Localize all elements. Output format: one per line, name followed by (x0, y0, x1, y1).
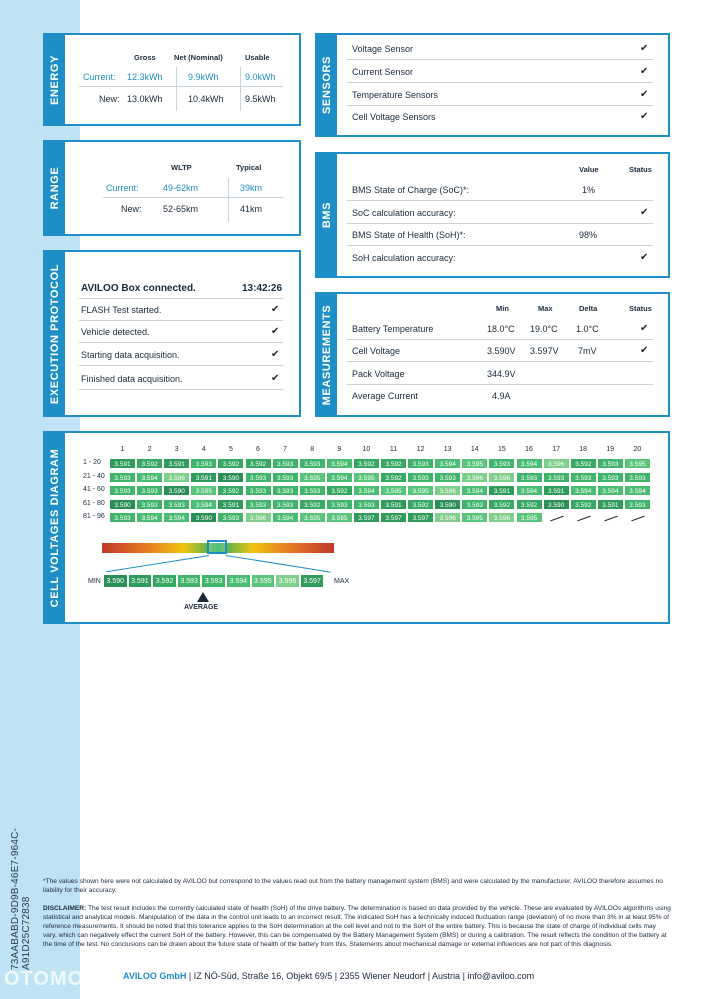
bms-soc-accuracy-label: SoC calculation accuracy: (352, 208, 456, 218)
column-number: 7 (283, 446, 288, 453)
cell-voltage: 3.593 (109, 485, 136, 496)
range-header-wltp: WLTP (171, 163, 192, 172)
bms-soh-value: 98% (579, 230, 598, 240)
column-number: 13 (443, 446, 452, 453)
cell-voltage: 3.594 (326, 472, 353, 483)
scale-value: 3.597 (300, 574, 325, 588)
column-number: 14 (470, 446, 479, 453)
check-icon: ✔ (640, 111, 649, 122)
column-number: 4 (201, 446, 206, 453)
cell-voltage: 3.596 (461, 472, 488, 483)
gradient-selection-marker (207, 540, 227, 554)
cell-voltage: 3.593 (543, 472, 570, 483)
cell-voltage: 3.593 (461, 499, 488, 510)
bms-panel (315, 152, 670, 278)
bms-tab: BMS (317, 154, 337, 276)
cell-voltage: 3.593 (109, 472, 136, 483)
column-number: 17 (552, 446, 560, 453)
cell-voltage: 3.597 (353, 512, 380, 523)
scale-value: 3.591 (128, 574, 153, 588)
check-icon: ✔ (271, 349, 280, 360)
document-id: 73AABABD-9D9B-46E7-964C-A91D25C72838 (10, 827, 32, 970)
scale-value: 3.590 (103, 574, 128, 588)
meas-cell-voltage-delta: 7mV (578, 346, 597, 356)
cell-voltage: 3.593 (190, 458, 217, 469)
cell-voltage: 3.593 (516, 472, 543, 483)
footer-city: 2355 Wiener Neudorf (339, 971, 426, 981)
cell-voltage: 3.591 (380, 499, 407, 510)
cell-voltage: 3.594 (136, 512, 163, 523)
cell-voltages-tab: CELL VOLTAGES DIAGRAM (45, 433, 65, 622)
range-new-label: New: (121, 204, 142, 214)
range-new-typical: 41km (240, 204, 263, 214)
column-number: 18 (579, 446, 588, 453)
cell-voltage: 3.591 (597, 499, 624, 510)
cell-voltage: 3.591 (217, 499, 244, 510)
footer-company: AVILOO GmbH (123, 971, 187, 981)
cell-voltage: 3.595 (299, 512, 326, 523)
meas-battery-temp-label: Battery Temperature (352, 324, 434, 334)
range-new-wltp: 52-65km (163, 204, 199, 214)
column-number: 11 (389, 446, 398, 453)
execution-time: 13:42:26 (242, 283, 283, 294)
sensor-voltage: Voltage Sensor (352, 44, 414, 54)
range-tab: RANGE (45, 142, 65, 234)
cell-voltage: 3.593 (272, 499, 299, 510)
cell-voltage: 3.594 (190, 499, 217, 510)
scale-value: 3.593 (201, 574, 226, 588)
cell-voltage: 3.593 (353, 499, 380, 510)
column-number: 2 (147, 446, 152, 453)
cell-voltage: 3.593 (245, 499, 272, 510)
cell-voltage: 3.594 (570, 485, 597, 496)
meas-header-status: Status (629, 304, 652, 313)
cell-voltage: 3.595 (461, 458, 488, 469)
cell-voltage: 3.595 (407, 485, 434, 496)
check-icon: ✔ (640, 43, 649, 54)
column-number: 20 (633, 446, 642, 453)
cell-voltage: 3.596 (245, 512, 272, 523)
row-label: 81 - 96 (83, 513, 105, 520)
execution-tab: EXECUTION PROTOCOL (45, 252, 65, 415)
column-number: 8 (310, 446, 315, 453)
meas-battery-temp-max: 19.0°C (530, 324, 558, 334)
column-number: 6 (256, 446, 260, 453)
cell-voltage: 3.593 (488, 458, 515, 469)
sensors-panel (315, 33, 670, 137)
meas-header-min: Min (496, 304, 509, 313)
cell-voltage: 3.594 (163, 512, 190, 523)
cell-voltage: 3.594 (326, 458, 353, 469)
cell-voltage: 3.592 (516, 499, 543, 510)
bms-header-value: Value (579, 165, 599, 174)
cell-voltage: 3.594 (516, 485, 543, 496)
cell-voltage: 3.592 (380, 458, 407, 469)
cell-voltage: 3.590 (190, 512, 217, 523)
cell-voltage: 3.593 (245, 485, 272, 496)
check-icon: ✔ (640, 252, 649, 263)
meas-header-max: Max (538, 304, 553, 313)
row-label: 41 - 60 (83, 486, 105, 493)
footer-disclaimer (43, 904, 671, 949)
execution-step-2: Vehicle detected. (81, 327, 150, 337)
cell-voltage: 3.592 (136, 458, 163, 469)
cell-voltage: 3.593 (624, 499, 651, 510)
cell-voltage: 3.595 (353, 472, 380, 483)
meas-header-delta: Delta (579, 304, 598, 313)
cell-voltage: 3.596 (488, 512, 515, 523)
cell-voltage: 3.593 (597, 458, 624, 469)
energy-panel (43, 33, 301, 126)
range-current-wltp: 49-62km (163, 183, 199, 193)
cell-voltage: 3.593 (624, 472, 651, 483)
meas-battery-temp-min: 18.0°C (487, 324, 515, 334)
check-icon: ✔ (640, 207, 649, 218)
energy-header-net: Net (Nominal) (174, 53, 223, 62)
cell-voltage: 3.593 (136, 485, 163, 496)
cell-voltage: 3.595 (326, 512, 353, 523)
column-number: 5 (228, 446, 233, 453)
cell-voltage: 3.591 (543, 485, 570, 496)
row-label: 21 - 40 (83, 472, 105, 480)
average-label: AVERAGE (184, 604, 219, 611)
cell-voltage: 3.593 (597, 472, 624, 483)
check-icon: ✔ (271, 326, 280, 337)
meas-cell-voltage-label: Cell Voltage (352, 346, 401, 356)
cell-voltage: 3.591 (190, 472, 217, 483)
cell-voltage: 3.596 (434, 512, 461, 523)
execution-step-4: Finished data acquisition. (81, 374, 183, 384)
energy-header-gross: Gross (134, 53, 156, 62)
cell-voltage: 3.592 (407, 499, 434, 510)
cell-voltage: 3.591 (109, 458, 136, 469)
bms-soc-label: BMS State of Charge (SoC)*: (352, 185, 470, 195)
energy-new-gross: 13.0kWh (127, 94, 163, 104)
cell-voltage: 3.595 (380, 485, 407, 496)
energy-current-gross: 12.3kWh (127, 72, 163, 82)
column-number: 1 (120, 446, 125, 453)
footer-contact: AVILOO GmbH | IZ NÖ-Süd, Straße 16, Objekt 69/5 | 2355 Wiener Neudorf | Austria | info@aviloo.com (123, 971, 535, 981)
cell-voltage: 3.593 (299, 485, 326, 496)
meas-cell-voltage-min: 3.590V (487, 346, 516, 356)
cell-voltage: 3.593 (136, 499, 163, 510)
measurements-tab: MEASUREMENTS (317, 294, 337, 415)
meas-avg-current-min: 4.9A (492, 391, 511, 401)
energy-header-usable: Usable (245, 53, 270, 62)
cell-voltage: 3.592 (299, 499, 326, 510)
cell-voltage: 3.592 (570, 499, 597, 510)
cell-voltage: 3.590 (543, 499, 570, 510)
cell-voltage: 3.591 (163, 458, 190, 469)
sensors-tab: SENSORS (317, 35, 337, 135)
cell-voltage: 3.590 (163, 485, 190, 496)
column-number: 15 (497, 446, 506, 453)
cell-voltage: 3.597 (380, 512, 407, 523)
execution-title: AVILOO Box connected. (81, 283, 196, 294)
otomoto-watermark: OTOMOTO (4, 968, 114, 990)
cell-voltage: 3.594 (136, 472, 163, 483)
energy-new-label: New: (99, 94, 120, 104)
cell-voltage: 3.596 (434, 485, 461, 496)
cell-voltage: 3.593 (326, 499, 353, 510)
cell-voltage: 3.596 (543, 458, 570, 469)
cell-voltage: 3.593 (163, 499, 190, 510)
scale-value: 3.593 (177, 574, 202, 588)
range-current-typical: 39km (240, 183, 263, 193)
meas-pack-voltage-label: Pack Voltage (352, 369, 405, 379)
cell-voltage: 3.594 (353, 485, 380, 496)
cell-voltage: 3.593 (217, 512, 244, 523)
cell-voltage: 3.595 (190, 485, 217, 496)
cell-voltage: 3.592 (245, 458, 272, 469)
disclaimer-text: The test result includes the currently calculated state of health (SoH) of the drive battery. The determination is based on data provided by the vehicle. These are evaluated by AVILOOs algorithms using statistical and analytical models. Manipulation of the data in the control unit leads to an incorrect result. The indicated SoH has a technically induced fluctuation range (deviation) of no more than 3% in at least 95% of reference measurements. It should be noted that this tolerance applies to the SoH determination at the cell level and not to the SoH of the entire battery. This is because the state of charge of individual cells may vary, which can negatively effect the current SoH of the battery. However, this can be compensated by the Battery Management System (BMS) or during a calibration. The result reflects the condition of the battery at the time of the test. No conclusions can be drawn about the future state of health of the battery from this. Statements about mechanical damage or external influences are not part of this diagnosis. (43, 905, 671, 948)
cell-voltage: 3.595 (516, 512, 543, 523)
average-pointer-icon (197, 592, 209, 602)
meas-avg-current-label: Average Current (352, 391, 418, 401)
cell-voltage: 3.593 (299, 458, 326, 469)
sensor-current: Current Sensor (352, 67, 414, 77)
cell-voltage: 3.594 (516, 458, 543, 469)
execution-step-3: Starting data acquisition. (81, 350, 180, 360)
scale-max-label: MAX (334, 578, 350, 585)
cell-voltage: 3.592 (217, 485, 244, 496)
cell-voltage: 3.594 (461, 485, 488, 496)
disclaimer-label: DISCLAIMER: (43, 905, 87, 912)
check-icon: ✔ (640, 323, 649, 334)
cell-voltage: 3.593 (272, 472, 299, 483)
check-icon: ✔ (640, 345, 649, 356)
column-number: 19 (606, 446, 615, 453)
execution-step-1: FLASH Test started. (81, 305, 162, 315)
range-panel (43, 140, 301, 236)
cell-voltage: 3.590 (434, 499, 461, 510)
column-number: 9 (337, 446, 342, 453)
energy-current-usable: 9.0kWh (245, 72, 276, 82)
cell-voltage: 3.591 (488, 485, 515, 496)
execution-panel (43, 250, 301, 417)
cell-voltage: 3.593 (245, 472, 272, 483)
energy-current-label: Current: (83, 72, 116, 82)
cell-voltage: 3.593 (272, 485, 299, 496)
cell-voltage: 3.594 (597, 485, 624, 496)
scale-min-label: MIN (88, 578, 101, 585)
cell-voltage: 3.596 (163, 472, 190, 483)
scale-value: 3.594 (226, 574, 251, 588)
cell-voltage: 3.595 (461, 512, 488, 523)
sensor-cell-voltage: Cell Voltage Sensors (352, 112, 436, 122)
energy-new-net: 10.4kWh (188, 94, 224, 104)
cell-voltage: 3.595 (624, 458, 651, 469)
column-number: 12 (416, 446, 425, 453)
check-icon: ✔ (640, 89, 649, 100)
check-icon: ✔ (271, 373, 280, 384)
cell-voltage: 3.593 (272, 458, 299, 469)
column-number: 3 (174, 446, 179, 453)
cell-voltage: 3.593 (407, 458, 434, 469)
row-label: 61 - 80 (83, 499, 105, 507)
bms-soh-accuracy-label: SoH calculation accuracy: (352, 253, 456, 263)
scale-value: 3.595 (251, 574, 276, 588)
cell-voltage: 3.596 (488, 472, 515, 483)
cell-voltage: 3.590 (217, 472, 244, 483)
column-number: 10 (362, 446, 371, 453)
cell-voltage: 3.593 (109, 512, 136, 523)
row-label: 1 - 20 (83, 459, 101, 466)
cell-voltage: 3.594 (272, 512, 299, 523)
meas-pack-voltage-min: 344.9V (487, 369, 516, 379)
scale-value: 3.596 (275, 574, 300, 588)
cell-voltage: 3.593 (434, 472, 461, 483)
bms-soc-value: 1% (582, 185, 596, 195)
column-number: 16 (525, 446, 533, 453)
cell-voltage: 3.597 (407, 512, 434, 523)
measurements-panel (315, 292, 670, 417)
sensor-temperature: Temperature Sensors (352, 90, 439, 100)
energy-current-net: 9.9kWh (188, 72, 219, 82)
energy-tab: ENERGY (45, 35, 65, 124)
cell-voltage: 3.593 (570, 472, 597, 483)
cell-voltage: 3.595 (299, 472, 326, 483)
cell-voltage: 3.594 (434, 458, 461, 469)
range-header-typical: Typical (236, 163, 262, 172)
cell-voltage: 3.593 (407, 472, 434, 483)
footer-address: IZ NÖ-Süd, Straße 16, Objekt 69/5 (193, 971, 333, 981)
footer-country: Austria (432, 971, 461, 981)
cell-voltage: 3.592 (570, 458, 597, 469)
footer-note: *The values shown here were not calculated by AVILOO but correspond to the values read out from the battery management system (BMS) and were calculated by the manufacturer. AVILOO therefore assumes no liability for their accuracy. (43, 878, 663, 894)
cell-voltage: 3.592 (217, 458, 244, 469)
cell-voltage: 3.592 (353, 458, 380, 469)
check-icon: ✔ (640, 66, 649, 77)
cell-voltage: 3.592 (326, 485, 353, 496)
cell-voltage: 3.590 (109, 499, 136, 510)
energy-new-usable: 9.5kWh (245, 94, 276, 104)
cell-voltage: 3.592 (488, 499, 515, 510)
meas-battery-temp-delta: 1.0°C (576, 324, 599, 334)
scale-value: 3.592 (152, 574, 177, 588)
check-icon: ✔ (271, 304, 280, 315)
meas-cell-voltage-max: 3.597V (530, 346, 559, 356)
footer-email: info@aviloo.com (467, 971, 535, 981)
cell-voltage: 3.594 (624, 485, 651, 496)
bms-soh-label: BMS State of Health (SoH)*: (352, 230, 466, 240)
range-current-label: Current: (106, 183, 139, 193)
bms-header-status: Status (629, 165, 652, 174)
cell-voltage: 3.592 (380, 472, 407, 483)
